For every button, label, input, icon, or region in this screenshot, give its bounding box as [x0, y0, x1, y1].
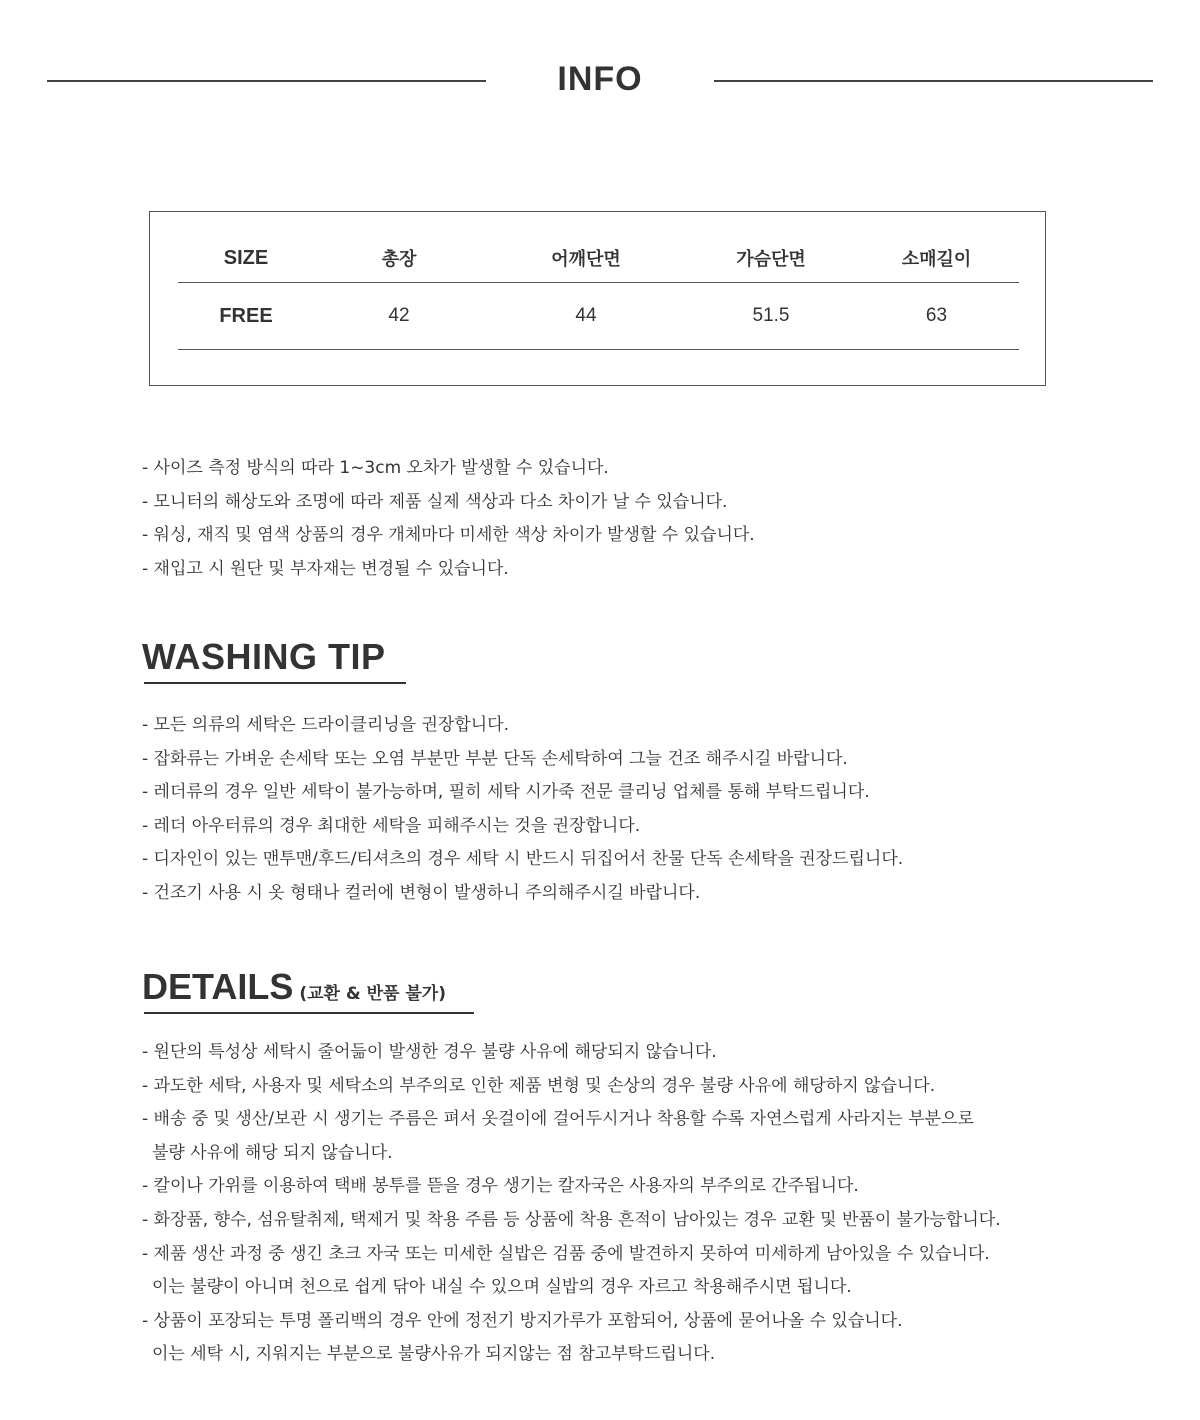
list-item: - 상품이 포장되는 투명 폴리백의 경우 안에 정전기 방지가루가 포함되어, 상품에 묻어나올 수 있습니다.: [142, 1310, 903, 1331]
list-item-continuation: 불량 사유에 해당 되지 않습니다.: [152, 1142, 393, 1163]
list-item: - 배송 중 및 생산/보관 시 생기는 주름은 펴서 옷걸이에 걸어두시거나 착용할 수록 자연스럽게 사라지는 부분으로: [142, 1109, 974, 1130]
list-item: - 칼이나 가위를 이용하여 택배 봉투를 뜯을 경우 생기는 칼자국은 사용자의 부주의로 간주됩니다.: [142, 1176, 859, 1197]
list-item: - 레더 아우터류의 경우 최대한 세탁을 피해주시는 것을 권장합니다.: [142, 815, 641, 836]
list-item: - 재입고 시 원단 및 부자재는 변경될 수 있습니다.: [142, 558, 509, 579]
washing-tip-title: WASHING TIP: [142, 636, 386, 677]
list-item: - 디자인이 있는 맨투맨/후드/티셔츠의 경우 세탁 시 반드시 뒤집어서 찬물 단독 손세탁을 권장드립니다.: [142, 849, 904, 870]
table-row: [178, 283, 1019, 350]
washing-tip-underline: [144, 682, 406, 684]
list-item: - 모든 의류의 세탁은 드라이클리닝을 권장합니다.: [142, 715, 509, 735]
list-item: - 건조기 사용 시 옷 형태나 컬러에 변형이 발생하니 주의해주시길 바랍니다.: [142, 882, 701, 903]
list-item: - 사이즈 측정 방식의 따라 1~3cm 오차가 발생할 수 있습니다.: [142, 458, 609, 478]
list-item: - 워싱, 재직 및 염색 상품의 경우 개체마다 미세한 색상 차이가 발생할 수 있습니다.: [142, 525, 755, 546]
size-table: [178, 234, 1019, 350]
details-list: [142, 1036, 1001, 1372]
size-notes-list: [142, 452, 755, 586]
shoulder-width-cell: 44: [484, 283, 688, 350]
list-item-continuation: 이는 세탁 시, 지워지는 부분으로 불량사유가 되지않는 점 참고부탁드립니다.: [152, 1344, 716, 1365]
list-item: - 레더류의 경우 일반 세탁이 불가능하며, 필히 세탁 시가죽 전문 클리닝 업체를 통해 부탁드립니다.: [142, 782, 870, 803]
washing-tip-list: [142, 709, 903, 911]
chest-width-cell: 51.5: [688, 283, 854, 350]
details-title-text: DETAILS: [142, 966, 294, 1007]
list-item: - 원단의 특성상 세탁시 줄어듦이 발생한 경우 불량 사유에 해당되지 않습니다.: [142, 1042, 717, 1062]
details-title: [142, 966, 446, 1008]
size-table-header-row: [178, 234, 1019, 283]
header-shoulder-width: 어깨단면: [484, 234, 688, 283]
header-size: SIZE: [178, 234, 314, 283]
list-item: - 잡화류는 가벼운 손세탁 또는 오염 부분만 부분 단독 손세탁하여 그늘 건조 해주시길 바랍니다.: [142, 748, 848, 769]
divider-line-right: [714, 80, 1153, 82]
list-item: - 화장품, 향수, 섬유탈취제, 택제거 및 착용 주름 등 상품에 착용 흔적이 남아있는 경우 교환 및 반품이 불가능합니다.: [142, 1209, 1001, 1230]
header-sleeve-length: 소매길이: [854, 234, 1019, 283]
details-subtitle: (교환 & 반품 불가): [299, 984, 446, 1004]
size-cell: FREE: [178, 283, 314, 350]
total-length-cell: 42: [314, 283, 484, 350]
list-item-continuation: 이는 불량이 아니며 천으로 쉽게 닦아 내실 수 있으며 실밥의 경우 자르고 착용해주시면 됩니다.: [152, 1277, 852, 1298]
list-item: - 모니터의 해상도와 조명에 따라 제품 실제 색상과 다소 차이가 날 수 있습니다.: [142, 491, 728, 512]
info-title: INFO: [557, 60, 643, 98]
list-item: - 과도한 세탁, 사용자 및 세탁소의 부주의로 인한 제품 변형 및 손상의 경우 불량 사유에 해당하지 않습니다.: [142, 1075, 936, 1096]
info-header: [0, 56, 1200, 106]
size-table-box: [149, 211, 1046, 386]
details-underline: [144, 1012, 474, 1014]
header-total-length: 총장: [314, 234, 484, 283]
header-chest-width: 가슴단면: [688, 234, 854, 283]
list-item: - 제품 생산 과정 중 생긴 초크 자국 또는 미세한 실밥은 검품 중에 발견하지 못하여 미세하게 남아있을 수 있습니다.: [142, 1243, 990, 1264]
sleeve-length-cell: 63: [854, 283, 1019, 350]
